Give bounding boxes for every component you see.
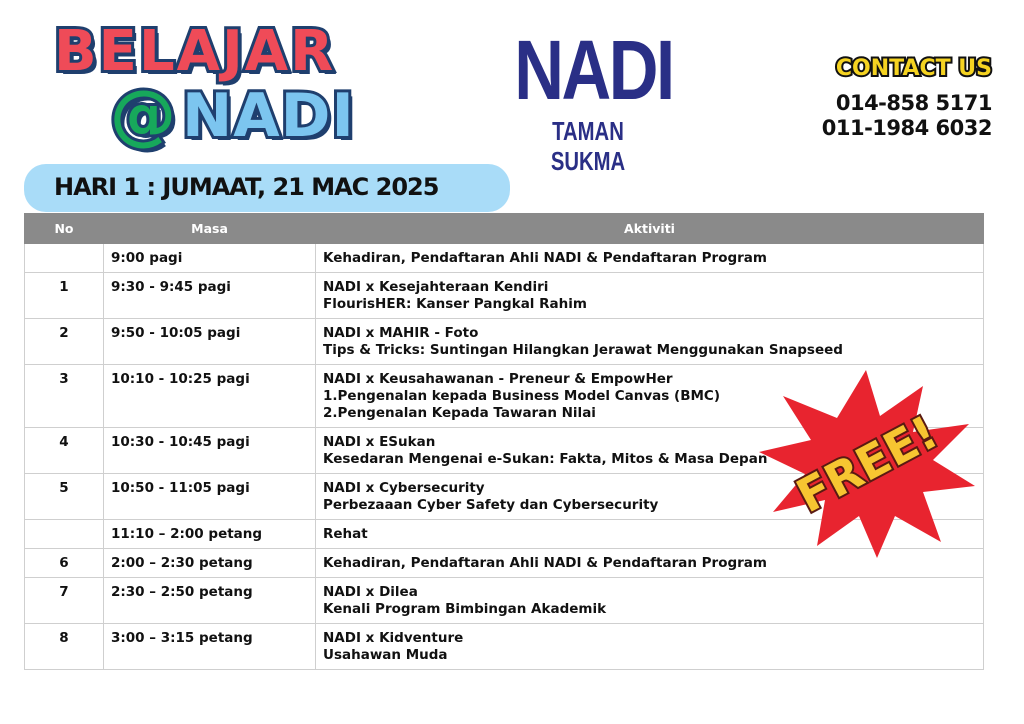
- activity-line: Perbezaaan Cyber Safety dan Cybersecurity: [323, 497, 659, 513]
- cell-time: 10:30 - 10:45 pagi: [104, 428, 316, 474]
- cell-time: 11:10 – 2:00 petang: [104, 520, 316, 549]
- activity-line: NADI x Dilea: [323, 584, 418, 600]
- cell-activity: [316, 624, 984, 670]
- contact-phone-2: 011-1984 6032: [821, 116, 992, 140]
- cell-no: 3: [25, 365, 104, 428]
- contact-phone-1: 014-858 5171: [835, 91, 992, 115]
- cell-time: 9:00 pagi: [104, 244, 316, 273]
- cell-time: 9:30 - 9:45 pagi: [104, 273, 316, 319]
- logo-word-nadi: NADI: [182, 81, 355, 151]
- belajar-nadi-logo: [44, 18, 424, 158]
- day-banner-text: HARI 1 : JUMAAT, 21 MAC 2025: [54, 173, 439, 201]
- contact-title: CONTACT US: [835, 56, 992, 81]
- table-row: [25, 319, 984, 365]
- logo-at-symbol: @: [110, 76, 176, 153]
- cell-no: [25, 520, 104, 549]
- free-starburst-badge: [755, 366, 977, 562]
- cell-no: 4: [25, 428, 104, 474]
- activity-line: FlourisHER: Kanser Pangkal Rahim: [323, 296, 587, 312]
- activity-line: 2.Pengenalan Kepada Tawaran Nilai: [323, 405, 596, 421]
- activity-line: Kehadiran, Pendaftaran Ahli NADI & Pendaftaran Program: [323, 555, 767, 571]
- cell-time: 2:00 – 2:30 petang: [104, 549, 316, 578]
- logo-word-belajar: BELAJAR: [54, 19, 336, 84]
- cell-time: 10:10 - 10:25 pagi: [104, 365, 316, 428]
- activity-line: NADI x Kesejahteraan Kendiri: [323, 279, 549, 295]
- table-row: [25, 244, 984, 273]
- table-header-row: [25, 214, 984, 244]
- cell-activity: [316, 273, 984, 319]
- cell-no: 1: [25, 273, 104, 319]
- activity-line: NADI x MAHIR - Foto: [323, 325, 479, 341]
- cell-activity: [316, 578, 984, 624]
- activity-line: Kehadiran, Pendaftaran Ahli NADI & Pendaftaran Program: [323, 250, 767, 266]
- cell-time: 10:50 - 11:05 pagi: [104, 474, 316, 520]
- header-time: Masa: [104, 214, 316, 244]
- activity-line: Rehat: [323, 526, 368, 542]
- cell-no: 5: [25, 474, 104, 520]
- free-text: FREE!: [787, 404, 947, 524]
- activity-line: Usahawan Muda: [323, 647, 448, 663]
- contact-block: [822, 56, 992, 141]
- table-row: [25, 578, 984, 624]
- cell-time: 3:00 – 3:15 petang: [104, 624, 316, 670]
- activity-line: Kenali Program Bimbingan Akademik: [323, 601, 607, 617]
- activity-line: NADI x Keusahawanan - Preneur & EmpowHer: [323, 371, 673, 387]
- table-row: [25, 273, 984, 319]
- day-banner: [24, 164, 510, 212]
- activity-line: 1.Pengenalan kepada Business Model Canvas (BMC): [323, 388, 720, 404]
- brand-subtitle: TAMAN SUKMA: [550, 116, 626, 176]
- cell-time: 2:30 – 2:50 petang: [104, 578, 316, 624]
- activity-line: Kesedaran Mengenai e-Sukan: Fakta, Mitos & Masa Depan: [323, 451, 768, 467]
- activity-line: NADI x Kidventure: [323, 630, 464, 646]
- table-row: [25, 624, 984, 670]
- activity-line: NADI x Cybersecurity: [323, 480, 485, 496]
- cell-activity: [316, 244, 984, 273]
- activity-line: NADI x ESukan: [323, 434, 436, 450]
- cell-activity: [316, 319, 984, 365]
- cell-time: 9:50 - 10:05 pagi: [104, 319, 316, 365]
- contact-phones: [822, 91, 992, 141]
- cell-no: [25, 244, 104, 273]
- activity-line: Tips & Tricks: Suntingan Hilangkan Jerawat Menggunakan Snapseed: [323, 342, 843, 358]
- cell-no: 7: [25, 578, 104, 624]
- cell-no: 8: [25, 624, 104, 670]
- header-activity: Aktiviti: [316, 214, 984, 244]
- brand-title: NADI: [514, 23, 673, 117]
- nadi-brand: [498, 23, 678, 176]
- cell-no: 2: [25, 319, 104, 365]
- header-no: No: [25, 214, 104, 244]
- cell-no: 6: [25, 549, 104, 578]
